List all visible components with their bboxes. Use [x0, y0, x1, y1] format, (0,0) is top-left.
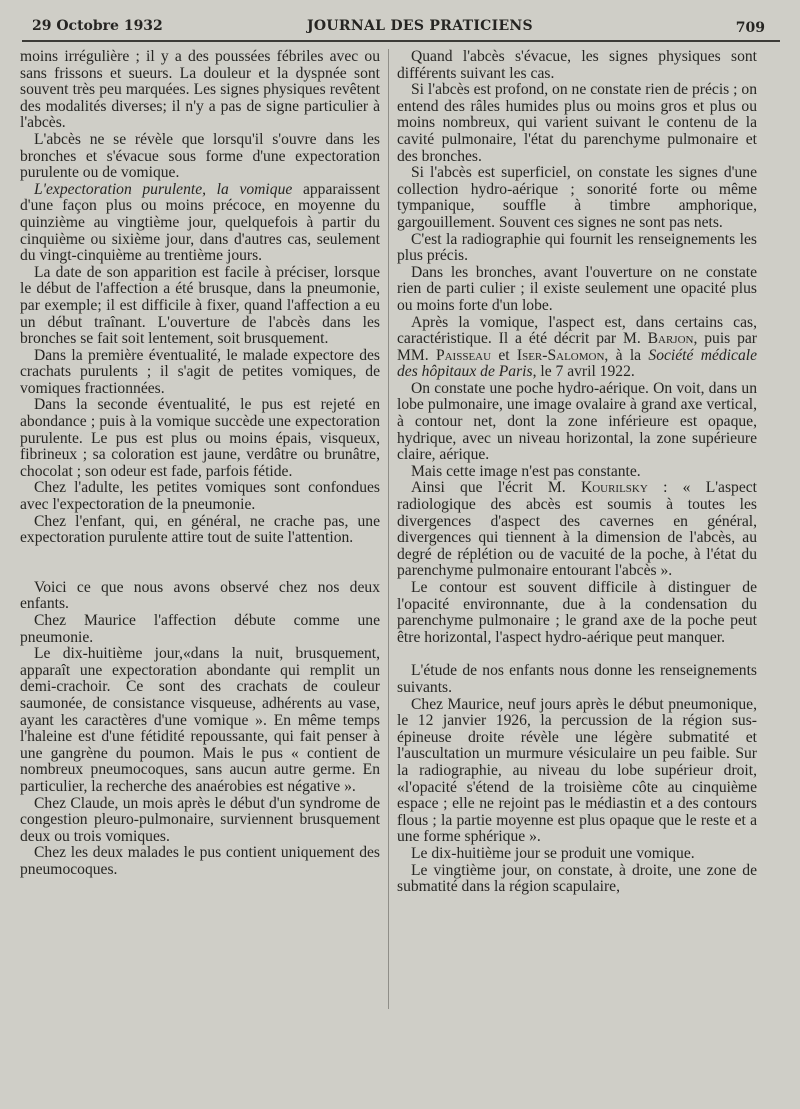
paragraph-text: , à la [604, 346, 649, 364]
paragraph: moins irrégulière ; il y a des poussées fébriles avec ou sans frissons et sueurs. La douleur et la dyspnée sont souvent très peu marquées. Les signes physiques revêtent des modalités diverses; il n'y a pas de signe particulier à l'abcès. [20, 49, 380, 132]
paragraph [397, 480, 757, 580]
paragraph: Le dix-huitième jour se produit une vomique. [411, 844, 695, 862]
paragraph: C'est la radiographie qui fournit les renseignements les plus précis. [397, 230, 757, 265]
paragraph: La date de son apparition est facile à préciser, lorsque le début de l'affection a été brusque, dans la pneumonie, par exemple; il est difficile à fixer, quand l'affection a eu un début traînant. L'ouverture de l'abcès dans les bronches se fait soit lentement, soit brusquement. [20, 263, 380, 348]
paragraph-text: apparaissent d'une façon plus ou moins précoce, en moyenne du quinzième au vingtième jour, quelquefois à partir du cinquième ou sixième jour, dans d'autres cas, seulement du vingt-cinquième au trentième jours. [20, 180, 380, 265]
paragraph-text: : « L'aspect radiologique des abcès est soumis à toutes les divergences d'aspect des cavernes en général, divergences qui tiennent à la dimension de l'abcès, au degré de réplétion ou de vacuité de la poche, à l'état du parenchyme pulmonaire entourant l'abcès ». [397, 479, 757, 580]
society-name: Société médicale des hôpitaux de Paris [397, 346, 757, 381]
right-column [397, 49, 757, 1099]
journal-title: JOURNAL DES PRATICIENS [307, 18, 533, 34]
paragraph-text: , le 7 avril 1922. [532, 363, 635, 381]
column-divider [388, 49, 389, 1009]
paragraph: Chez l'adulte, les petites vomiques sont confondues avec l'expectoration de la pneumonie. [20, 479, 380, 514]
paragraph: Chez Maurice, neuf jours après le début pneumonique, le 12 janvier 1926, la percussion de la région sus-épineuse droite révèle une légère submatité et l'auscultation un murmure vésiculaire un peu faible. Sur la radiographie, au niveau du lobe supérieur droit, «l'opacité s'étend de la troisième côte au cinquième espace ; elle ne rejoint pas le médiastin et a des contours flous ; la partie moyenne est plus opaque que le reste et a une forme sphérique ». [397, 695, 757, 846]
paragraph: Chez Claude, un mois après le début d'un syndrome de congestion pleuro-pulmonaire, surviennent brusquement deux ou trois vomiques. [20, 794, 380, 845]
paragraph: Voici ce que nous avons observé chez nos deux enfants. [20, 578, 380, 613]
section-gap [20, 547, 380, 580]
paragraph: Dans la première éventualité, le malade expectore des crachats purulents ; il s'agit de petites vomiques, de vomiques fractionnées. [20, 346, 380, 397]
paragraph: Quand l'abcès s'évacue, les signes physiques sont différents suivant les cas. [397, 49, 757, 82]
paragraph [20, 182, 380, 265]
author-name: Paisseau [435, 346, 492, 364]
paragraph: L'abcès ne se révèle que lorsqu'il s'ouvre dans les bronches et s'évacue sous forme d'une expectoration purulente ou de vomique. [20, 130, 380, 182]
header-rule [22, 40, 780, 42]
paragraph-text: et [491, 346, 517, 364]
left-column [20, 49, 380, 1099]
paragraph: Le contour est souvent difficile à distinguer de l'opacité environnante, due à la condensation du parenchyme pulmonaire ; le grand axe de la poche peut être horizontal, l'aspect hydro-aérique peut manquer. [397, 579, 757, 646]
author-name: Kourilsky [580, 479, 648, 497]
paragraph: Si l'abcès est superficiel, on constate les signes d'une collection hydro-aérique ; sonorité forte ou même tympanique, souffle à timbre amphorique, gargouillement. Souvent ces signes ne sont pas nets. [397, 164, 757, 231]
author-name: Barjon [647, 330, 694, 348]
paragraph: Le vingtième jour, on constate, à droite, une zone de submatité dans la région scapulaire, [397, 861, 757, 896]
paragraph: Si l'abcès est profond, on ne constate rien de précis ; on entend des râles humides plus ou moins gros et plus ou moins nombreux, qui varient suivant le contenu de la cavité pulmonaire, l'état du parenchyme pulmonaire et des bronches. [397, 81, 757, 165]
paragraph: Chez Maurice l'affection débute comme une pneumonie. [20, 612, 380, 646]
section-gap [397, 646, 757, 663]
paragraph: Dans la seconde éventualité, le pus est rejeté en abondance ; puis à la vomique succède une expectoration purulente. Le pus est plus ou moins épais, visqueux, fibrineux ; sa coloration est jaune, verdâtre ou brunâtre, chocolat ; son odeur est fade, parfois fétide. [20, 396, 380, 480]
paragraph-text: Ainsi que l'écrit M. [411, 479, 581, 497]
paragraph: On constate une poche hydro-aérique. On voit, dans un lobe pulmonaire, une image ovalaire à grand axe vertical, à contour net, dont la zone inférieure est opaque, hydrique, avec un niveau horizontal, la zone supérieure claire, aérique. [397, 379, 757, 464]
paragraph: Mais cette image n'est pas constante. [411, 462, 641, 480]
italic-phrase: L'expectoration purulente, la vomique [34, 180, 293, 198]
paragraph-text: Après la vomique, l'aspect est, dans certains cas, caractéristique. Il a été décrit par M. [397, 313, 757, 348]
paragraph: Le dix-huitième jour,«dans la nuit, brusquement, apparaît une expectoration abondante qui remplit un demi-crachoir. Ce sont des crachats de couleur saumonée, de consistance visqueuse, adhérents au vase, ayant les caractères d'une vomique ». En même temps l'haleine est d'une fétidité repoussante, qui fait penser à une gangrène du poumon. Mais le pus « contient de nombreux pneumocoques, sans aucun autre germe. En particulier, la recherche des anaérobies est négative ». [20, 645, 380, 795]
paragraph: Chez l'enfant, qui, en général, ne crache pas, une expectoration purulente attire tout de suite l'attention. [20, 512, 380, 547]
paragraph [397, 315, 757, 381]
issue-date: 29 Octobre 1932 [32, 18, 163, 34]
paragraph: Dans les bronches, avant l'ouverture on ne constate rien de parti culier ; il existe seulement une opacité plus ou moins forte d'un lobe. [397, 263, 757, 314]
author-name: Iser-Salomon [516, 346, 605, 364]
running-header [22, 14, 780, 38]
paragraph: Chez les deux malades le pus contient uniquement des pneumocoques. [20, 844, 380, 878]
paragraph-text: , puis par MM. [397, 330, 757, 364]
page-number: 709 [735, 20, 765, 36]
paragraph: L'étude de nos enfants nous donne les renseignements suivants. [397, 662, 757, 696]
